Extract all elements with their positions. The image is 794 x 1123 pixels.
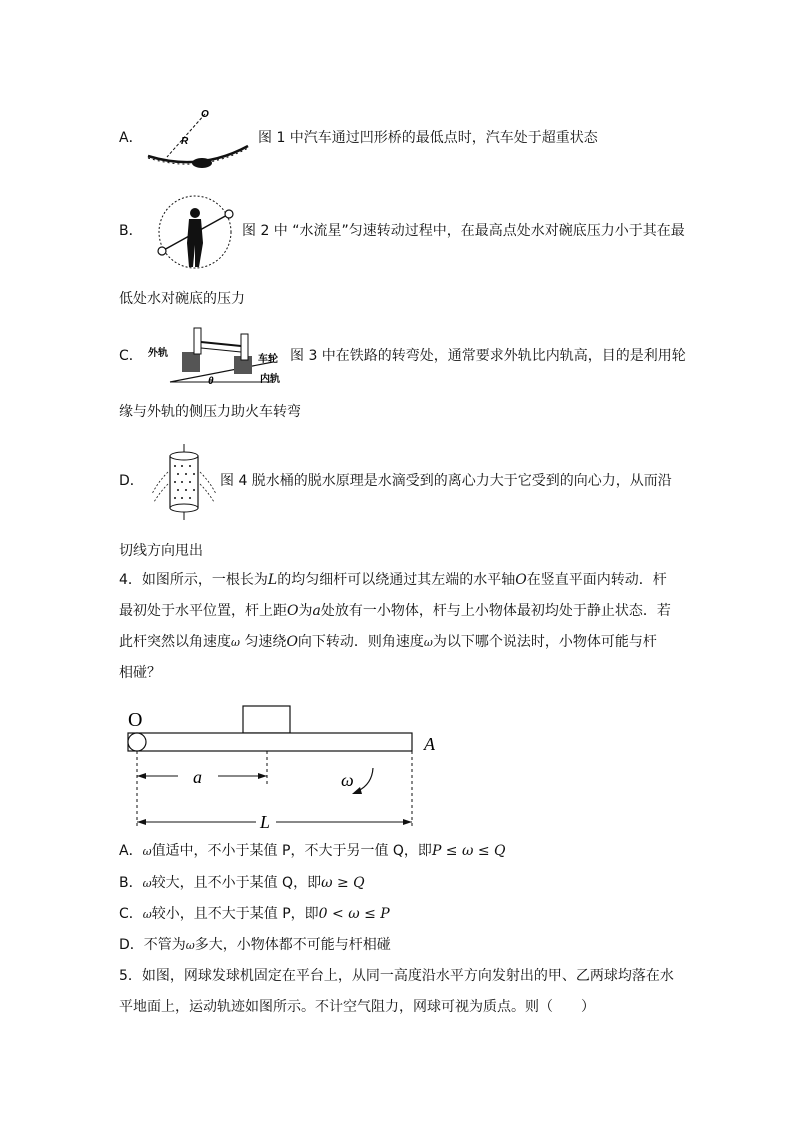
option-d-letter: D． [119,473,144,489]
fig3-outer-label: 外轨 [148,348,168,359]
rod [128,733,412,751]
q4-stem-line-2: 最初处于水平位置，杆上距O为a处放有一小物体，杆与上小物体最初均处于静止状态．若 [119,603,671,619]
q4-option-b: B．ω较大，且不小于某值 Q，即ω ≥ Q [119,875,365,891]
fig1-r-label: R [181,136,189,147]
q5-line-1: 5．如图，网球发球机固定在平台上，从同一高度沿水平方向发射出的甲、乙两球均落在水 [119,968,674,984]
option-d-text: 图 4 脱水桶的脱水原理是水滴受到的离心力大于它受到的向心力，从而沿 [220,473,672,489]
q5-line-2: 平地面上，运动轨迹如图所示。不计空气阻力，网球可视为质点。则（ ） [119,999,595,1015]
figure-1-concave-bridge [145,100,255,168]
option-c-letter: C． [119,348,143,364]
option-c-text: 图 3 中在铁路的转弯处，通常要求外轨比内轨高，目的是利用轮 [290,348,686,364]
q4-fig-a-label: a [193,767,202,787]
option-a-text: 图 1 中汽车通过凹形桥的最低点时，汽车处于超重状态 [258,130,598,146]
fig3-wheel-label: 车轮 [258,354,278,365]
fig1-o-label: O [201,109,209,120]
option-a-letter: A． [119,130,143,146]
option-b-text: 图 2 中 “水流星”匀速转动过程中，在最高点处水对碗底压力小于其在最 [242,223,685,239]
fig3-theta-label: θ [208,376,214,387]
option-c-continuation: 缘与外轨的侧压力助火车转弯 [119,404,301,420]
option-b-continuation: 低处水对碗底的压力 [119,291,245,307]
q4-stem-line-4: 相碰？ [119,665,161,681]
q4-fig-a-end-label: A [424,734,435,754]
q4-rod-figure [120,700,450,830]
small-block [243,706,290,733]
q4-option-a: A．ω值适中，不小于某值 P，不大于另一值 Q，即P ≤ ω ≤ Q [119,843,506,859]
q4-fig-l-label: L [260,812,271,832]
q4-fig-omega-label: ω [341,770,354,790]
figure-4-spin-dryer [150,442,220,522]
option-b-letter: B． [119,223,143,239]
q4-stem-line-3: 此杆突然以角速度ω 匀速绕O向下转动．则角速度ω为以下哪个说法时，小物体可能与杆 [119,634,657,650]
figure-2-water-meteor [150,193,240,271]
q4-stem-line-1: 4．如图所示，一根长为L的均匀细杆可以绕通过其左端的水平轴O在竖直平面内转动．杆 [119,572,667,588]
q4-option-c: C．ω较小，且不大于某值 P，即0 < ω ≤ P [119,906,390,922]
option-d-continuation: 切线方向甩出 [119,543,203,559]
q4-fig-o-label: O [128,709,143,731]
pivot-circle [128,733,146,751]
q4-option-d: D．不管为ω多大，小物体都不可能与杆相碰 [119,937,391,953]
fig3-inner-label: 内轨 [260,374,280,385]
figure-3-railway-curve [148,322,288,388]
